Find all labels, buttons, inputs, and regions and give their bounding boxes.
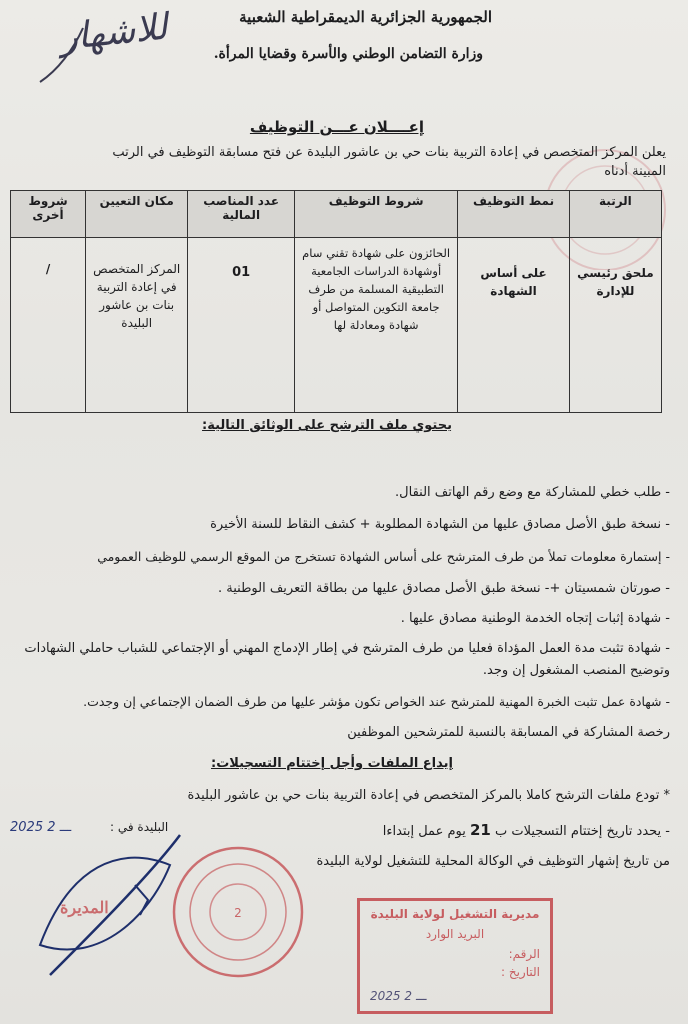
document-item-8: رخصة المشاركة في المسابقة بالنسبة للمترشحين الموظفين [347,725,670,740]
document-item-2: - نسخة طبق الأصل مصادق عليها من الشهادة المطلوبة + كشف النقاط للسنة الأخيرة [210,517,670,532]
documents-title: يحتوي ملف الترشح على الوثائق التالية: [202,418,452,433]
stamp-line-1: مديرية التشغيل لولاية البليدة [370,907,540,921]
director-stamp-text: المديرة [60,898,109,917]
director-signature [30,825,190,985]
deposit-line-1: * تودع ملفات الترشح كاملا بالمركز المتخصص في إعادة التربية بنات حي بن عاشور البليدة [187,788,670,803]
cell-location: المركز المتخصص في إعادة التربية بنات بن عاشور البليدة [86,238,188,413]
cell-rank: ملحق رئيسي للإدارة [569,238,661,413]
document-item-3: - إستمارة معلومات تملأ من طرف المترشح على أساس الشهادة تستخرج من الموقع الرسمي للوظيف العمومي [97,549,670,564]
deposit-title: إيداع الملفات وأجل إختتام التسجيلات: [211,756,453,771]
announcement-title: إعــــلان عـــن التوظيف [249,118,424,136]
handwritten-note: للاشهار [58,6,170,59]
cell-conditions: الحائزون على شهادة تقني سام أوشهادة الدراسات الجامعية التطبيقية المسلمة من طرف جامعة التكوين المتواصل أو شهادة ومعادلة لها [295,238,458,413]
header-location: مكان التعيين [86,191,188,238]
header-positions: عدد المناصب المالية [188,191,295,238]
cell-mode: على أساس الشهادة [458,238,570,413]
document-item-4: - صورتان شمسيتان +- نسخة طبق الأصل مصادق عليها من بطاقة التعريف الوطنية . [217,581,670,596]
stamp-line-3: الرقم: [508,947,540,961]
stamp-line-2: البريد الوارد [425,927,485,941]
document-item-1: - طلب خطي للمشاركة مع وضع رقم الهاتف النقال. [395,485,670,500]
deposit-line-2 [383,820,670,842]
table-header-row [11,191,662,238]
stamp-date: 2025 ـــ 2 [370,989,427,1003]
header-mode: نمط التوظيف [458,191,570,238]
svg-text:2: 2 [234,906,242,920]
cell-positions: 01 [188,238,295,413]
place-date-label: البليدة في : [110,820,169,834]
ministry-title: وزارة التضامن الوطني والأسرة وقضايا المرأة. [213,46,483,62]
document-item-7: - شهادة عمل تثبت الخبرة المهنية للمترشح عند الخواص تكون مؤشر عليها من طرف الضمان الإجتماعي إن وجدت. [83,694,670,709]
document-item-5: - شهادة إثبات إتجاه الخدمة الوطنية مصادق عليها . [400,611,670,626]
deposit-line-2-prefix: - يحدد تاريخ إختتام التسجيلات ب [495,824,670,839]
deposit-line-2-suffix: يوم عمل إبتداءا [382,824,466,839]
stamp-line-4: التاريخ : [500,965,540,979]
handwriting-stroke [28,10,178,90]
handwritten-date: 2025 ـــ 2 [10,820,72,835]
deposit-days: 21 [469,821,491,839]
header-other: شروط أخرى [11,191,86,238]
header-conditions: شروط التوظيف [295,191,458,238]
round-seal [168,842,308,982]
recruitment-table [10,190,662,413]
received-stamp [357,898,553,1014]
intro-line-2: المبينة أدناه [604,164,666,179]
intro-line-1: يعلن المركز المتخصص في إعادة التربية بنات حي بن عاشور البليدة عن فتح مسابقة التوظيف في الرتب [112,145,666,160]
table-row [11,238,662,413]
republic-title: الجمهورية الجزائرية الديمقراطية الشعبية [239,8,492,26]
document-item-6: - شهادة تثبت مدة العمل المؤداة فعليا من طرف المترشح في إطار الإدماج المهني أو الإجتماعي للشباب حاملي الشهادات وتوضيح المنصب المشغول إن وجد. [24,641,670,678]
announcement-intro [16,143,666,181]
header-rank: الرتبة [569,191,661,238]
cell-other: / [11,238,86,413]
deposit-line-3: من تاريخ إشهار التوظيف في الوكالة المحلية للتشغيل لولاية البليدة [316,854,670,869]
